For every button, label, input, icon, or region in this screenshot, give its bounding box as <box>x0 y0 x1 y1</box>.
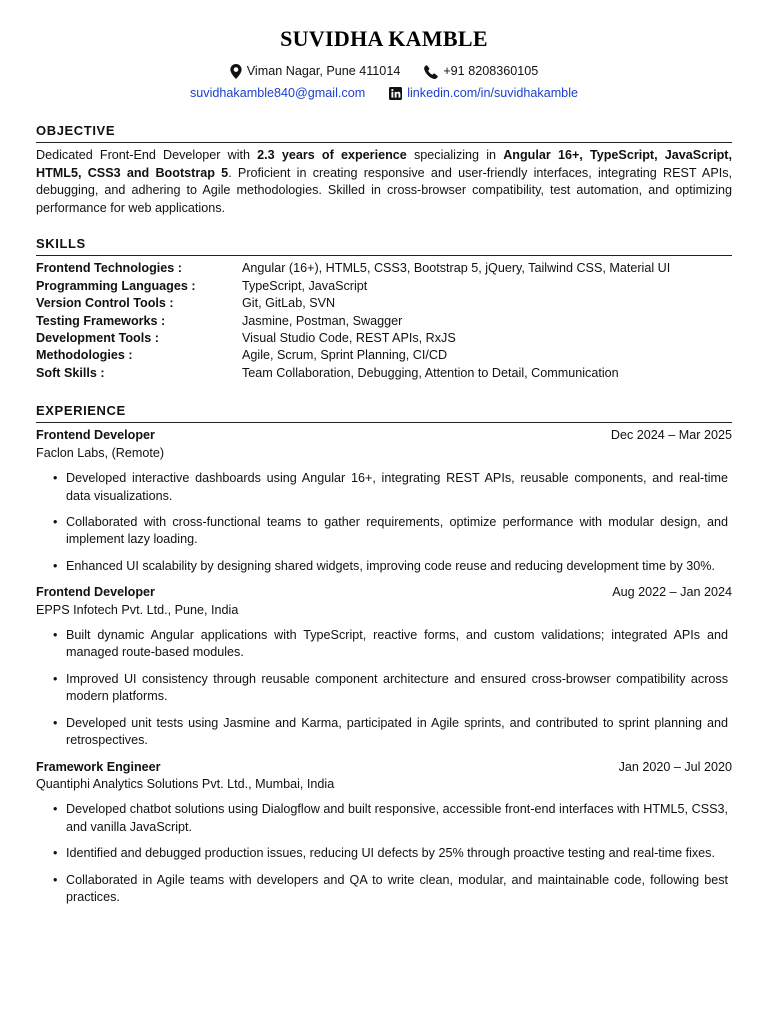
skill-label: Frontend Technologies : <box>36 261 182 276</box>
phone-item[interactable] <box>424 63 538 80</box>
objective-text <box>36 147 732 217</box>
objective-text-part: . Proficient in creating responsive and user-friendly interfaces, integrating REST APIs, debugging, and adhering to Agile methodologies. Skilled in cross-browser compatibility, test automation, and optimizing performance for web applications. <box>36 165 733 215</box>
job-bullet: • Developed chatbot solutions using Dialogflow and built responsive, accessible front-end interfaces with HTML5, CSS3, and vanilla JavaScript. <box>36 801 732 836</box>
job-dates: Dec 2024 – Mar 2025 <box>610 428 732 443</box>
location-text: Viman Nagar, Pune 411014 <box>246 64 401 78</box>
contact-row-primary <box>0 63 768 80</box>
experience-section <box>36 402 732 915</box>
section-title-objective: OBJECTIVE <box>36 122 732 143</box>
skill-value: Jasmine, Postman, Swagger <box>242 313 403 328</box>
job-dates: Jan 2020 – Jul 2020 <box>618 759 732 774</box>
skill-label: Methodologies : <box>36 348 133 363</box>
skill-label: Programming Languages : <box>36 278 196 293</box>
job-company: Faclon Labs, (Remote) <box>36 445 165 460</box>
job-dates: Aug 2022 – Jan 2024 <box>612 585 732 600</box>
skill-label: Version Control Tools : <box>36 296 174 311</box>
job-bullets <box>36 627 732 749</box>
phone-text: +91 8208360105 <box>443 64 539 78</box>
section-title-skills: SKILLS <box>36 235 732 256</box>
job-role: Framework Engineer <box>36 759 161 774</box>
job-header <box>36 759 732 776</box>
job-role: Frontend Developer <box>36 428 155 443</box>
skill-value: Team Collaboration, Debugging, Attention to Detail, Communication <box>242 365 619 380</box>
skills-table <box>36 260 732 382</box>
skill-label: Testing Frameworks : <box>36 313 166 328</box>
email-link[interactable]: suvidhakamble840@gmail.com <box>190 86 366 100</box>
job-entry <box>36 427 732 575</box>
skill-value: Git, GitLab, SVN <box>242 296 336 311</box>
job-header <box>36 427 732 444</box>
job-bullet: • Identified and debugged production issues, reducing UI defects by 25% through proactive testing and real-time fixes. <box>36 845 732 862</box>
linkedin-link[interactable]: linkedin.com/in/suvidhakamble <box>407 86 578 100</box>
job-role: Frontend Developer <box>36 585 155 600</box>
job-company: Quantiphi Analytics Solutions Pvt. Ltd., Mumbai, India <box>36 776 335 791</box>
linkedin-item[interactable] <box>389 85 578 102</box>
section-title-experience: EXPERIENCE <box>36 402 732 423</box>
job-bullets <box>36 470 732 575</box>
skill-value: Visual Studio Code, REST APIs, RxJS <box>242 331 456 346</box>
job-entry <box>36 584 732 749</box>
skill-label: Development Tools : <box>36 331 159 346</box>
job-list <box>36 427 732 906</box>
linkedin-icon <box>389 87 402 100</box>
job-bullet: • Collaborated in Agile teams with developers and QA to write clean, modular, and maintainable code, following best practices. <box>36 872 732 907</box>
skill-value: Angular (16+), HTML5, CSS3, Bootstrap 5, jQuery, Tailwind CSS, Material UI <box>242 261 671 276</box>
job-bullet: • Improved UI consistency through reusable component architecture and ensured cross-browser compatibility across modern platforms. <box>36 671 732 706</box>
location-item <box>230 63 401 80</box>
location-pin-icon <box>230 64 242 79</box>
skills-section <box>36 235 732 382</box>
job-bullet: • Built dynamic Angular applications with TypeScript, reactive forms, and custom validations; integrated APIs and managed route-based modules. <box>36 627 732 662</box>
candidate-name: SUVIDHA KAMBLE <box>280 26 488 51</box>
objective-highlight: Angular 16+, TypeScript, JavaScript, HTML5, CSS3 and Bootstrap 5 <box>36 148 732 180</box>
phone-icon <box>424 65 438 79</box>
job-bullet: • Developed unit tests using Jasmine and Karma, participated in Agile sprints, and contributed to sprint planning and retrospectives. <box>36 715 732 750</box>
job-company: EPPS Infotech Pvt. Ltd., Pune, India <box>36 602 239 617</box>
job-entry <box>36 759 732 907</box>
skill-label: Soft Skills : <box>36 365 105 380</box>
job-bullet: • Collaborated with cross-functional teams to gather requirements, optimize performance with modular design, and implement lazy loading. <box>36 514 732 549</box>
job-bullet: • Developed interactive dashboards using Angular 16+, integrating REST APIs, reusable components, and real-time data visualizations. <box>36 470 732 505</box>
skill-value: Agile, Scrum, Sprint Planning, CI/CD <box>242 348 448 363</box>
contact-row-links <box>0 85 768 102</box>
objective-text-part: Dedicated Front-End Developer with <box>36 148 258 163</box>
objective-highlight: 2.3 years of experience <box>257 148 407 163</box>
job-header <box>36 584 732 601</box>
objective-section <box>36 122 732 217</box>
job-bullets <box>36 801 732 906</box>
skill-value: TypeScript, JavaScript <box>242 278 368 293</box>
job-bullet: • Enhanced UI scalability by designing shared widgets, improving code reuse and reducing development time by 30%. <box>36 558 732 575</box>
objective-text-part: specializing in <box>406 148 504 163</box>
